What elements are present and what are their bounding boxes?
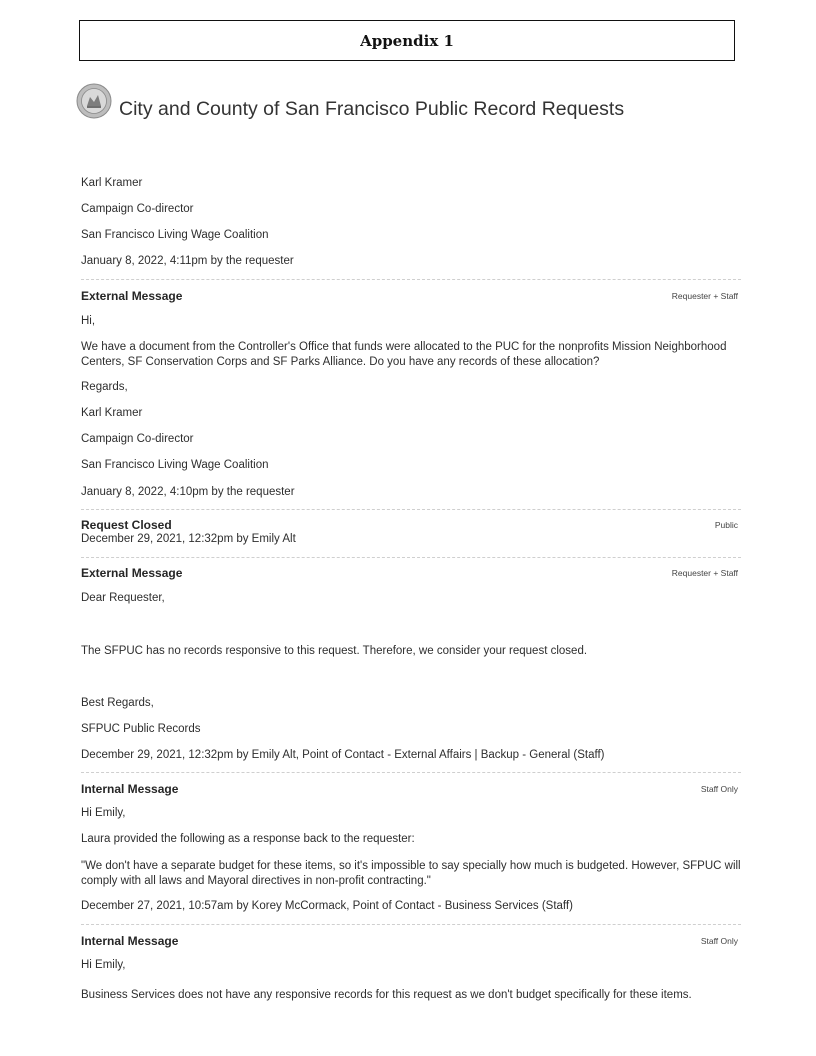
message-body: We have a document from the Controller's Office that funds were allocated to the PUC for the nonprofits Mission Neighborhood Centers, SF Conservation Corps and SF Parks Alliance. Do you have any records of these allocation? — [81, 341, 727, 368]
visibility-badge: Public — [714, 520, 738, 530]
divider — [81, 924, 741, 925]
message-header: External Message — [81, 566, 183, 580]
visibility-badge: Staff Only — [700, 784, 738, 794]
divider — [81, 279, 741, 280]
message-timestamp: January 8, 2022, 4:10pm by the requester — [81, 486, 295, 498]
message-body: The SFPUC has no records responsive to this request. Therefore, we consider your request closed. — [81, 645, 588, 657]
message-timestamp: December 29, 2021, 12:32pm by Emily Alt — [81, 533, 296, 545]
message-timestamp: December 27, 2021, 10:57am by Korey McCormack, Point of Contact - Business Services (Staff) — [81, 900, 573, 912]
message-greeting: Hi Emily, — [81, 807, 126, 819]
message-body: Business Services does not have any responsive records for this request as we don't budget specifically for these items. — [81, 989, 692, 1001]
visibility-badge: Staff Only — [700, 936, 738, 946]
contact-org: San Francisco Living Wage Coalition — [81, 229, 269, 241]
contact-name: Karl Kramer — [81, 177, 143, 189]
divider — [81, 509, 741, 510]
quoted-response: "We don't have a separate budget for these items, so it's impossible to say specially how much is budgeted. However, SFPUC will comply with all laws and Mayoral directives in non-profit contracting." — [81, 860, 741, 887]
signature-role: Campaign Co-director — [81, 433, 194, 445]
message-header: Request Closed — [81, 518, 172, 532]
message-timestamp: December 29, 2021, 12:32pm by Emily Alt, Point of Contact - External Affairs | Backup - General (Staff) — [81, 749, 605, 761]
signature-org: San Francisco Living Wage Coalition — [81, 459, 269, 471]
divider — [81, 772, 741, 773]
message-header: Internal Message — [81, 782, 179, 796]
signature-name: Karl Kramer — [81, 407, 143, 419]
message-signoff: Best Regards, — [81, 697, 154, 709]
message-header: Internal Message — [81, 934, 179, 948]
message-body: Laura provided the following as a response back to the requester: — [81, 833, 415, 845]
message-greeting: Hi, — [81, 315, 96, 327]
divider — [81, 557, 741, 558]
contact-role: Campaign Co-director — [81, 203, 194, 215]
visibility-badge: Requester + Staff — [671, 291, 738, 301]
visibility-badge: Requester + Staff — [671, 568, 738, 578]
contact-timestamp: January 8, 2022, 4:11pm by the requester — [81, 255, 294, 267]
message-greeting: Hi Emily, — [81, 959, 126, 971]
signature-name: SFPUC Public Records — [81, 723, 201, 735]
message-header: External Message — [81, 289, 183, 303]
message-greeting: Dear Requester, — [81, 592, 165, 604]
city-seal-icon — [76, 83, 112, 119]
portal-title: City and County of San Francisco Public Record Requests — [119, 98, 625, 120]
appendix-title: Appendix 1 — [79, 20, 735, 61]
message-signoff: Regards, — [81, 381, 128, 393]
